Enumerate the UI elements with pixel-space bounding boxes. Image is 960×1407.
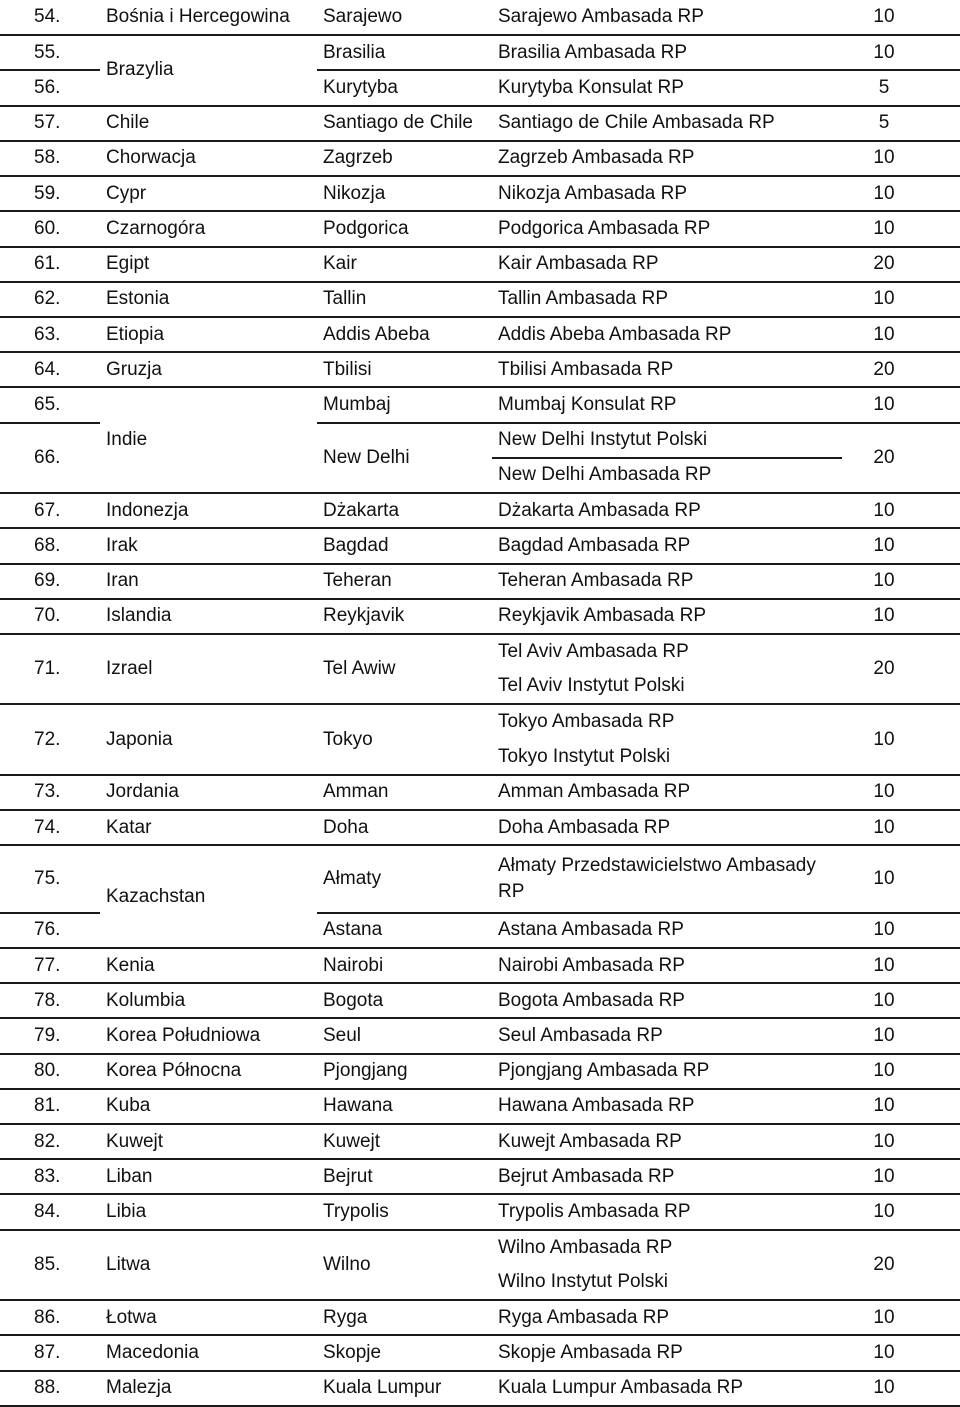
city-cell: Dżakarta [317, 493, 492, 528]
city-cell: Teheran [317, 564, 492, 599]
quantity-cell: 5 [842, 106, 960, 141]
city-cell: Tallin [317, 282, 492, 317]
table-row [0, 704, 960, 739]
post-cell: Kuala Lumpur Ambasada RP [492, 1371, 842, 1406]
post-cell: Teheran Ambasada RP [492, 564, 842, 599]
quantity-cell: 10 [842, 1159, 960, 1194]
country-cell: Etiopia [100, 317, 317, 352]
row-number: 81. [0, 1089, 100, 1124]
row-number: 65. [0, 387, 100, 422]
table-row [0, 775, 960, 810]
country-cell: Macedonia [100, 1335, 317, 1370]
row-number: 69. [0, 564, 100, 599]
post-cell: Wilno Instytut Polski [492, 1265, 842, 1300]
city-cell: Nairobi [317, 948, 492, 983]
row-number: 86. [0, 1300, 100, 1335]
city-cell: Tbilisi [317, 352, 492, 387]
city-cell: Mumbaj [317, 387, 492, 422]
country-cell: Bośnia i Hercegowina [100, 0, 317, 35]
table-row [0, 387, 960, 422]
row-number: 54. [0, 0, 100, 35]
quantity-cell: 5 [842, 70, 960, 105]
country-cell: Chorwacja [100, 141, 317, 176]
quantity-cell: 10 [842, 1194, 960, 1229]
city-cell: Brasilia [317, 35, 492, 70]
country-cell: Litwa [100, 1230, 317, 1300]
quantity-cell: 20 [842, 352, 960, 387]
row-number: 73. [0, 775, 100, 810]
row-number: 56. [0, 70, 100, 105]
table-row [0, 1335, 960, 1370]
quantity-cell: 10 [842, 493, 960, 528]
row-number: 57. [0, 106, 100, 141]
table-row [0, 1230, 960, 1265]
quantity-cell: 10 [842, 176, 960, 211]
row-number: 80. [0, 1054, 100, 1089]
table-row [0, 1300, 960, 1335]
quantity-cell: 10 [842, 1018, 960, 1053]
city-cell: Santiago de Chile [317, 106, 492, 141]
city-cell: Astana [317, 913, 492, 948]
quantity-cell: 10 [842, 948, 960, 983]
post-cell: Santiago de Chile Ambasada RP [492, 106, 842, 141]
table-row [0, 948, 960, 983]
post-cell: Ałmaty Przedstawicielstwo Ambasady RP [492, 845, 842, 912]
quantity-cell: 10 [842, 775, 960, 810]
quantity-cell: 20 [842, 634, 960, 704]
city-cell: Reykjavik [317, 599, 492, 634]
quantity-cell: 10 [842, 528, 960, 563]
post-cell: Nairobi Ambasada RP [492, 948, 842, 983]
post-cell: Tbilisi Ambasada RP [492, 352, 842, 387]
post-cell: Ryga Ambasada RP [492, 1300, 842, 1335]
table-row [0, 141, 960, 176]
country-cell: Korea Południowa [100, 1018, 317, 1053]
quantity-cell: 10 [842, 845, 960, 912]
post-cell: Pjongjang Ambasada RP [492, 1054, 842, 1089]
row-number: 84. [0, 1194, 100, 1229]
quantity-cell: 10 [842, 564, 960, 599]
country-cell: Łotwa [100, 1300, 317, 1335]
row-number: 77. [0, 948, 100, 983]
row-number: 74. [0, 810, 100, 845]
row-number: 61. [0, 247, 100, 282]
table-row [0, 1054, 960, 1089]
post-cell: Kair Ambasada RP [492, 247, 842, 282]
country-cell: Indie [100, 387, 317, 493]
city-cell: Ałmaty [317, 845, 492, 912]
city-cell: Addis Abeba [317, 317, 492, 352]
post-cell: Tel Aviv Ambasada RP [498, 641, 689, 663]
country-cell: Korea Północna [100, 1054, 317, 1089]
city-cell: Trypolis [317, 1194, 492, 1229]
post-cell: Bagdad Ambasada RP [492, 528, 842, 563]
row-number: 83. [0, 1159, 100, 1194]
quantity-cell: 10 [842, 1300, 960, 1335]
row-number: 87. [0, 1335, 100, 1370]
post-cell: Dżakarta Ambasada RP [492, 493, 842, 528]
table-row [0, 176, 960, 211]
country-cell: Islandia [100, 599, 317, 634]
country-cell: Kazachstan [100, 845, 317, 948]
table-row [0, 247, 960, 282]
row-number: 82. [0, 1124, 100, 1159]
city-cell: Amman [317, 775, 492, 810]
row-number: 88. [0, 1371, 100, 1406]
quantity-cell: 10 [842, 810, 960, 845]
post-cell: Brasilia Ambasada RP [492, 35, 842, 70]
quantity-cell: 10 [842, 1124, 960, 1159]
quantity-cell: 10 [842, 983, 960, 1018]
country-cell: Chile [100, 106, 317, 141]
table-row [0, 845, 960, 912]
post-cell: Kurytyba Konsulat RP [492, 70, 842, 105]
row-number: 85. [0, 1230, 100, 1300]
row-number: 55. [0, 35, 100, 70]
post-cell: Tokyo Instytut Polski [492, 740, 842, 775]
post-cell: New Delhi Instytut Polski [492, 423, 842, 458]
country-cell: Kuba [100, 1089, 317, 1124]
city-cell: Kuala Lumpur [317, 1371, 492, 1406]
row-number: 66. [0, 423, 100, 493]
country-cell: Czarnogóra [100, 211, 317, 246]
city-cell: Bejrut [317, 1159, 492, 1194]
row-number: 72. [0, 704, 100, 774]
country-cell: Libia [100, 1194, 317, 1229]
city-cell: Kuwejt [317, 1124, 492, 1159]
table-row [0, 810, 960, 845]
quantity-cell: 20 [842, 247, 960, 282]
table-row [0, 282, 960, 317]
row-number: 68. [0, 528, 100, 563]
country-cell: Kenia [100, 948, 317, 983]
row-number: 62. [0, 282, 100, 317]
quantity-cell: 10 [842, 1335, 960, 1370]
city-cell: Ryga [317, 1300, 492, 1335]
city-cell: Podgorica [317, 211, 492, 246]
row-number: 79. [0, 1018, 100, 1053]
row-number: 70. [0, 599, 100, 634]
quantity-cell: 10 [842, 599, 960, 634]
post-cell: Skopje Ambasada RP [492, 1335, 842, 1370]
quantity-cell: 10 [842, 913, 960, 948]
table-row [0, 634, 960, 669]
post-cell: Reykjavik Ambasada RP [492, 599, 842, 634]
post-cell: Tel Aviv Instytut Polski [492, 669, 842, 704]
quantity-cell: 10 [842, 282, 960, 317]
post-cell: Bejrut Ambasada RP [492, 1159, 842, 1194]
country-cell: Indonezja [100, 493, 317, 528]
quantity-cell: 10 [842, 0, 960, 35]
table-row [0, 564, 960, 599]
country-cell: Malezja [100, 1371, 317, 1406]
country-cell: Brazylia [100, 35, 317, 105]
country-cell: Cypr [100, 176, 317, 211]
row-number: 60. [0, 211, 100, 246]
post-cell: Amman Ambasada RP [492, 775, 842, 810]
table-row [0, 1018, 960, 1053]
table-row [0, 1124, 960, 1159]
quantity-cell: 10 [842, 704, 960, 774]
country-cell: Izrael [100, 634, 317, 704]
country-cell: Egipt [100, 247, 317, 282]
post-cell: Tokyo Ambasada RP [498, 711, 675, 733]
row-number: 64. [0, 352, 100, 387]
country-cell: Liban [100, 1159, 317, 1194]
post-cell: New Delhi Ambasada RP [492, 458, 842, 493]
table-row [0, 1159, 960, 1194]
city-cell: Bogota [317, 983, 492, 1018]
quantity-cell: 10 [842, 1089, 960, 1124]
row-number: 59. [0, 176, 100, 211]
post-cell: Nikozja Ambasada RP [492, 176, 842, 211]
quantity-cell: 10 [842, 211, 960, 246]
country-cell: Gruzja [100, 352, 317, 387]
city-cell: Kair [317, 247, 492, 282]
quantity-cell: 10 [842, 141, 960, 176]
table-row [0, 106, 960, 141]
country-cell: Jordania [100, 775, 317, 810]
country-cell: Katar [100, 810, 317, 845]
post-cell: Seul Ambasada RP [492, 1018, 842, 1053]
quantity-cell: 10 [842, 1054, 960, 1089]
city-cell: Skopje [317, 1335, 492, 1370]
row-number: 78. [0, 983, 100, 1018]
city-cell: Sarajewo [317, 0, 492, 35]
row-number: 63. [0, 317, 100, 352]
table-row [0, 1194, 960, 1229]
post-cell: Sarajewo Ambasada RP [492, 0, 842, 35]
table-row [0, 0, 960, 35]
country-cell: Iran [100, 564, 317, 599]
quantity-cell: 10 [842, 35, 960, 70]
post-cell: Addis Abeba Ambasada RP [492, 317, 842, 352]
row-number: 71. [0, 634, 100, 704]
row-number: 67. [0, 493, 100, 528]
row-number: 58. [0, 141, 100, 176]
table-row [0, 528, 960, 563]
table-row [0, 317, 960, 352]
country-cell: Japonia [100, 704, 317, 774]
post-cell: Wilno Ambasada RP [498, 1236, 673, 1258]
table-row [0, 599, 960, 634]
city-cell: Tel Awiw [317, 634, 492, 704]
quantity-cell: 20 [842, 1230, 960, 1300]
quantity-cell: 10 [842, 387, 960, 422]
quantity-cell: 20 [842, 423, 960, 493]
post-cell: Mumbaj Konsulat RP [492, 387, 842, 422]
table-row [0, 493, 960, 528]
city-cell: Kurytyba [317, 70, 492, 105]
city-cell: New Delhi [317, 423, 492, 493]
table-row [0, 983, 960, 1018]
row-number: 76. [0, 913, 100, 948]
table-row [0, 35, 960, 70]
post-cell: Hawana Ambasada RP [492, 1089, 842, 1124]
city-cell: Pjongjang [317, 1054, 492, 1089]
country-cell: Estonia [100, 282, 317, 317]
table-row [0, 1089, 960, 1124]
city-cell: Seul [317, 1018, 492, 1053]
post-cell: Trypolis Ambasada RP [492, 1194, 842, 1229]
country-cell: Irak [100, 528, 317, 563]
quantity-cell: 10 [842, 317, 960, 352]
post-cell: Astana Ambasada RP [492, 913, 842, 948]
post-cell: Zagrzeb Ambasada RP [492, 141, 842, 176]
country-cell: Kolumbia [100, 983, 317, 1018]
post-cell: Tallin Ambasada RP [492, 282, 842, 317]
table-row [0, 1371, 960, 1406]
row-number: 75. [0, 845, 100, 912]
post-cell: Doha Ambasada RP [492, 810, 842, 845]
quantity-cell: 10 [842, 1371, 960, 1406]
city-cell: Nikozja [317, 176, 492, 211]
country-cell: Kuwejt [100, 1124, 317, 1159]
city-cell: Bagdad [317, 528, 492, 563]
table-row [0, 211, 960, 246]
post-cell: Podgorica Ambasada RP [492, 211, 842, 246]
table-row [0, 352, 960, 387]
city-cell: Doha [317, 810, 492, 845]
post-cell: Bogota Ambasada RP [492, 983, 842, 1018]
city-cell: Hawana [317, 1089, 492, 1124]
post-cell: Kuwejt Ambasada RP [492, 1124, 842, 1159]
city-cell: Zagrzeb [317, 141, 492, 176]
city-cell: Wilno [317, 1230, 492, 1300]
city-cell: Tokyo [317, 704, 492, 774]
